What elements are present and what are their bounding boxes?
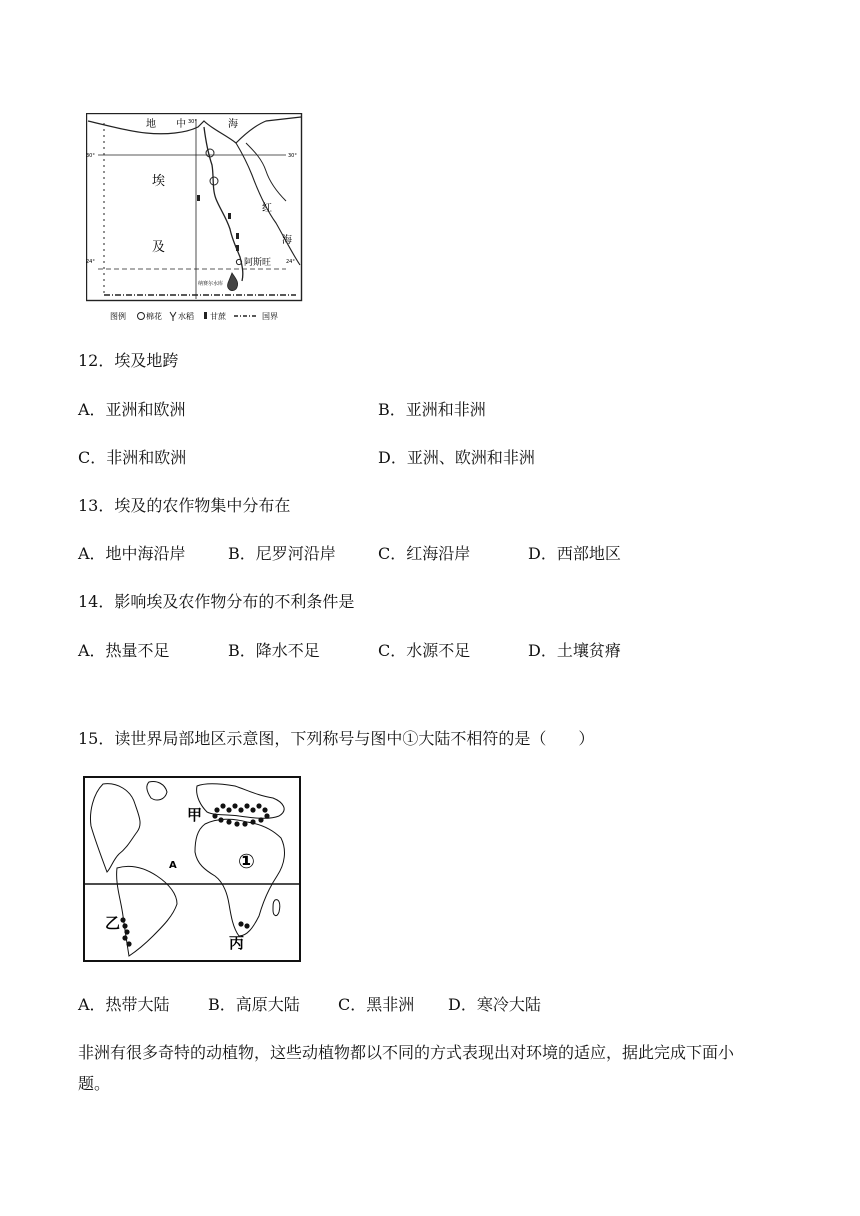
- label-aswan: 阿斯旺: [244, 258, 272, 268]
- sugarcane-icon: [236, 233, 239, 239]
- q15-option-c[interactable]: C．黑非洲: [338, 995, 415, 1014]
- q12-option-d[interactable]: D．亚洲、欧洲和非洲: [378, 448, 535, 467]
- q12-stem: 12．埃及地跨: [78, 351, 179, 370]
- madagascar-shape: [273, 900, 280, 916]
- north-america-shape: [91, 784, 141, 872]
- label-red-sea-1: 红: [262, 203, 272, 214]
- africa-shape: [195, 819, 284, 936]
- label-jia: 甲: [187, 806, 203, 824]
- q14-option-d[interactable]: D．土壤贫瘠: [528, 641, 621, 660]
- egypt-map-figure: [86, 113, 304, 325]
- q13-option-b[interactable]: B．尼罗河沿岸: [228, 544, 336, 563]
- q15-option-d[interactable]: D．寒冷大陆: [448, 995, 541, 1014]
- egypt-map-svg: [86, 113, 304, 325]
- sugarcane-icon: [197, 195, 200, 201]
- legend-sugarcane: 甘蔗: [210, 312, 226, 321]
- legend-border: 国界: [262, 312, 278, 321]
- legend-title: 图例: [110, 312, 126, 321]
- world-map-figure: [83, 776, 303, 964]
- q14-option-b[interactable]: B．降水不足: [228, 641, 320, 660]
- q14-option-a[interactable]: A．热量不足: [78, 641, 170, 660]
- label-mediterranean-1: 地: [146, 119, 156, 130]
- label-egypt-2: 及: [152, 240, 166, 255]
- label-bing: 丙: [229, 934, 245, 952]
- lake-nasser-shape: [228, 273, 238, 291]
- label-lon30-top: 30°: [188, 119, 197, 125]
- world-map-svg: [83, 776, 303, 964]
- q14-stem: 14．影响埃及农作物分布的不利条件是: [78, 592, 355, 611]
- q14-option-c[interactable]: C．水源不足: [378, 641, 471, 660]
- q15-option-b[interactable]: B．高原大陆: [208, 995, 300, 1014]
- sugarcane-icon: [228, 213, 231, 219]
- legend-cotton: 棉花: [146, 312, 162, 321]
- bing-vegetation-markers: [238, 921, 249, 928]
- label-red-sea-2: 海: [282, 235, 292, 246]
- q13-stem: 13．埃及的农作物集中分布在: [78, 496, 291, 515]
- q13-option-d[interactable]: D．西部地区: [528, 544, 621, 563]
- greenland-shape: [147, 781, 167, 800]
- q15-stem: 15．读世界局部地区示意图，下列称号与图中①大陆不相符的是（ ）: [78, 729, 595, 748]
- label-point-a: A: [169, 860, 177, 871]
- label-lat24-right: 24°: [286, 259, 295, 265]
- legend-rice-icon: [170, 312, 176, 321]
- intro-text-line-1: 非洲有很多奇特的动植物，这些动植物都以不同的方式表现出对环境的适应，据此完成下面小: [78, 1043, 735, 1062]
- intro-text-line-2: 题。: [78, 1074, 111, 1093]
- q13-option-c[interactable]: C．红海沿岸: [378, 544, 471, 563]
- south-america-shape: [117, 866, 177, 956]
- label-continent-1: ①: [238, 849, 255, 873]
- q12-option-a[interactable]: A．亚洲和欧洲: [78, 400, 186, 419]
- label-egypt-1: 埃: [152, 174, 166, 189]
- label-lat30-left: 30°: [86, 153, 95, 159]
- europe-shape: [197, 784, 285, 819]
- cotton-icon: [206, 149, 214, 157]
- label-lat24-left: 24°: [86, 259, 95, 265]
- label-mediterranean-2: 中: [176, 119, 186, 130]
- sugarcane-icon: [236, 245, 239, 251]
- nile-river: [204, 127, 243, 281]
- q12-option-c[interactable]: C．非洲和欧洲: [78, 448, 187, 467]
- label-lake-nasser: 纳赛尔水库: [198, 281, 224, 287]
- yi-vegetation-markers: [120, 917, 131, 946]
- legend-cotton-icon: [138, 313, 145, 320]
- sinai-coast: [246, 143, 286, 201]
- q12-option-b[interactable]: B．亚洲和非洲: [378, 400, 486, 419]
- cotton-icon: [210, 177, 218, 185]
- legend-sugarcane-icon: [204, 312, 207, 319]
- legend-rice: 水稻: [178, 312, 194, 321]
- label-mediterranean-3: 海: [228, 119, 238, 130]
- label-lat30-right: 30°: [288, 153, 297, 159]
- q15-option-a[interactable]: A．热带大陆: [78, 995, 170, 1014]
- label-yi: 乙: [105, 914, 121, 932]
- q13-option-a[interactable]: A．地中海沿岸: [78, 544, 186, 563]
